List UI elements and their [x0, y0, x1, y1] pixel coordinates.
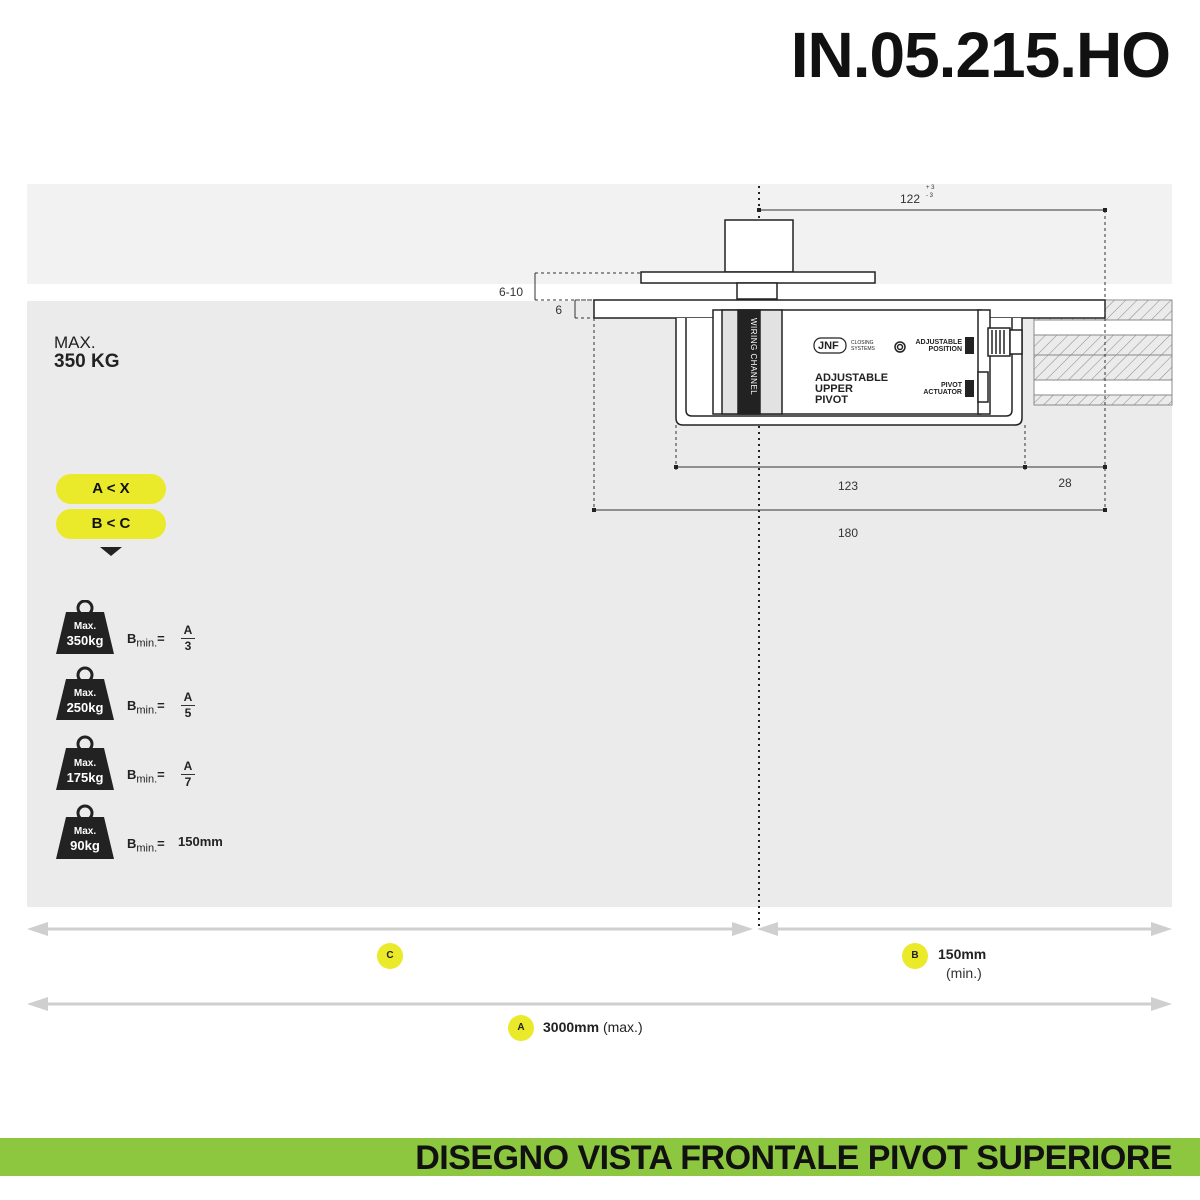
equals: = — [157, 698, 165, 713]
fraction-num: A — [181, 759, 195, 775]
fraction-2 — [181, 690, 195, 721]
fraction-1 — [181, 623, 195, 654]
equals: = — [157, 631, 165, 646]
marker-c: C — [377, 943, 403, 969]
dim-122: 122 — [899, 192, 921, 206]
dim-28: 28 — [1058, 476, 1072, 490]
min-sub: min. — [136, 704, 158, 717]
b-note: (min.) — [946, 965, 982, 981]
weight-max-label: Max. — [73, 688, 97, 699]
device-name-1: ADJUSTABLE — [815, 372, 889, 384]
wiring-channel-label: WIRING CHANNEL — [749, 318, 758, 396]
weight-value: 90kg — [70, 838, 100, 853]
weight-icon-90 — [55, 825, 115, 853]
fraction-den: 5 — [184, 706, 192, 720]
equals: = — [157, 836, 165, 851]
fraction-den: 3 — [184, 639, 192, 653]
marker-a: A — [508, 1015, 534, 1041]
weight-value: 350kg — [66, 633, 104, 648]
fraction-den: 7 — [184, 775, 192, 789]
bmin-label-4 — [127, 836, 165, 855]
pivot-pin — [641, 220, 875, 299]
min-sub: min. — [136, 773, 158, 786]
device-name-2: UPPER — [815, 383, 853, 395]
b-value: 150mm — [938, 946, 987, 962]
a-value: 3000mm — [543, 1019, 600, 1035]
bmin-label-3 — [127, 767, 165, 786]
bmin-label-1 — [127, 631, 165, 650]
condition-pill-b: B < C — [56, 509, 166, 539]
fraction-3 — [181, 759, 195, 790]
weight-icon-350 — [55, 620, 115, 648]
b-letter: B — [127, 698, 137, 713]
adjustable-position-label-1: ADJUSTABLE — [915, 339, 962, 346]
pivot-actuator-label-1: PIVOT — [940, 382, 962, 389]
equals: = — [157, 767, 165, 782]
bmin-value-150mm: 150mm — [178, 834, 223, 849]
fraction-num: A — [181, 623, 195, 639]
weight-max-label: Max. — [73, 758, 97, 769]
weight-value: 250kg — [66, 700, 104, 715]
adjustable-position-label-2: POSITION — [928, 346, 962, 353]
b-letter: B — [127, 631, 137, 646]
position-arrows-icon — [965, 337, 974, 354]
actuator-arrows-icon — [965, 380, 974, 397]
pivot-actuator-label-2: ACTUATOR — [923, 389, 962, 396]
weight-max-label: Max. — [73, 621, 97, 632]
min-sub: min. — [136, 842, 158, 855]
dim-6-10: 6-10 — [498, 285, 523, 299]
min-sub: min. — [136, 637, 158, 650]
dim-6: 6 — [555, 303, 562, 317]
dim-tol-minus: - 3 — [926, 193, 934, 199]
chevron-down-icon — [100, 547, 122, 556]
marker-b: B — [902, 943, 928, 969]
b-letter: B — [127, 767, 137, 782]
a-dimension — [543, 1019, 643, 1035]
condition-pill-a: A < X — [56, 474, 166, 504]
brand-sub-1: CLOSING — [851, 340, 874, 346]
max-load-label: MAX. — [54, 333, 96, 352]
footer-title: DISEGNO VISTA FRONTALE PIVOT SUPERIORE — [415, 1139, 1172, 1177]
a-note: (max.) — [602, 1019, 643, 1035]
product-code: IN.05.215.HO — [790, 19, 1170, 91]
device-name-3: PIVOT — [815, 394, 849, 406]
weight-icon-250 — [55, 687, 115, 715]
weight-value: 175kg — [66, 770, 104, 785]
max-load-value: 350 KG — [54, 351, 120, 372]
brand-sub-2: SYSTEMS — [851, 346, 875, 352]
bottom-arrows — [27, 922, 1172, 1011]
b-letter: B — [127, 836, 137, 851]
fraction-num: A — [181, 690, 195, 706]
weight-max-label: Max. — [73, 826, 97, 837]
dim-tol-plus: + 3 — [926, 185, 935, 191]
dim-123: 123 — [837, 479, 859, 493]
dim-180: 180 — [837, 526, 859, 540]
weight-icon-175 — [55, 757, 115, 785]
brand-logo: JNF — [818, 340, 839, 352]
pivot-housing — [594, 300, 1105, 425]
bmin-label-2 — [127, 698, 165, 717]
